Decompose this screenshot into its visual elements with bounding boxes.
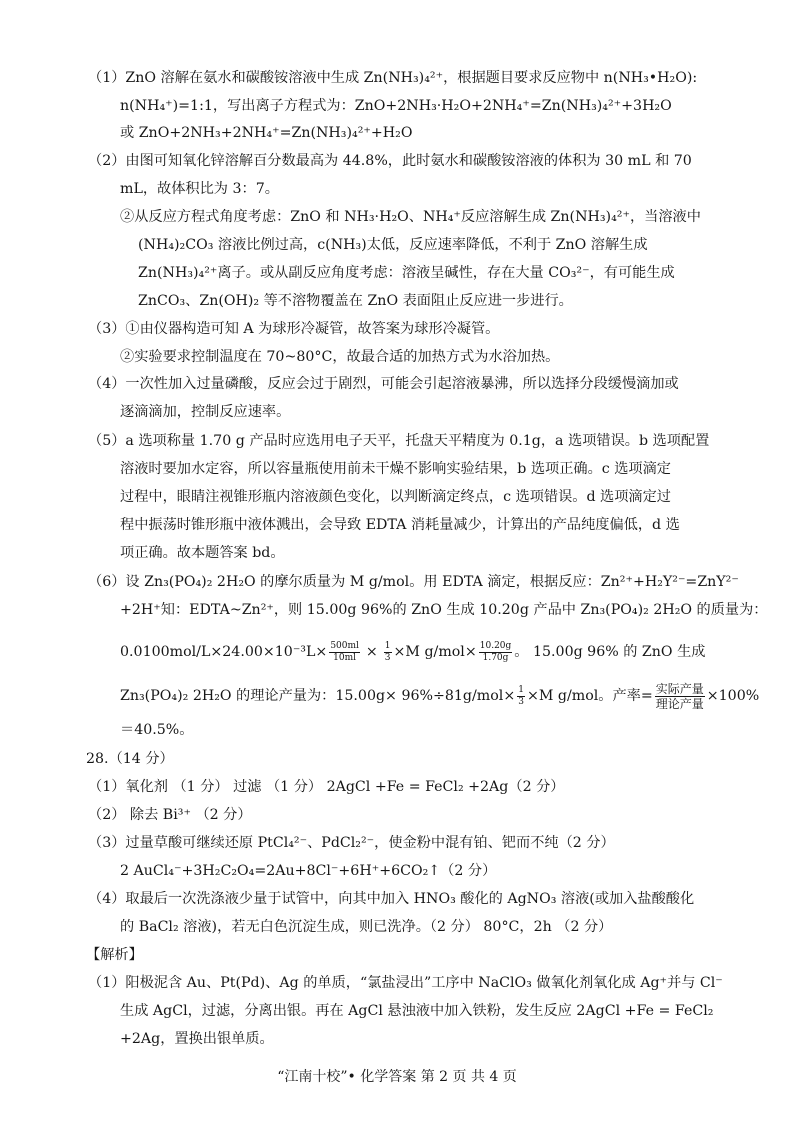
calc-middle: ×M g/mol× [393,644,477,660]
calc-line: 0.0100mol/L×24.00×10⁻³L× $\frac{500ml}{10ml}$ × $\frac{1}{3}$ ×M g/mol× $\frac{10.20g}{1.70g}$ 。 15.00g 96% 的 ZnO 生成 [120,636,705,668]
text-line: （6）设 Zn₃(PO₄)₂ 2H₂O 的摩尔质量为 M g/mol。用 EDTA 滴定，根据反应：Zn²⁺+H₂Y²⁻=ZnY²⁻ [88,574,739,590]
text-line: 2 AuCl₄⁻+3H₂C₂O₄=2Au+8Cl⁻+6H⁺+6CO₂↑（2 分） [120,863,497,879]
text-line: 项正确。故本题答案 bd。 [120,545,285,561]
yield-line [120,680,759,712]
fraction-numerator: 500ml [330,640,359,651]
question-heading: 28.（14 分） [86,751,174,767]
calc-suffix: 。 15.00g 96% 的 ZnO 生成 [514,644,706,660]
text-line: 溶液时要加水定容，所以容量瓶使用前未干燥不影响实验结果，b 选项正确。c 选项滴定 [120,461,671,477]
fraction-one-third [384,641,392,664]
text-line: （5）a 选项称量 1.70 g 产品时应选用电子天平，托盘天平精度为 0.1g，a 选项错误。b 选项配置 [88,433,710,449]
text-line: n(NH₄⁺)=1:1，写出离子方程式为：ZnO+2NH₃·H₂O+2NH₄⁺=Zn(NH₃)₄²⁺+3H₂O [120,98,672,114]
text-line: +2Ag，置换出银单质。 [120,1031,274,1047]
text-line: 或 ZnO+2NH₃+2NH₄⁺=Zn(NH₃)₄²⁺+H₂O [120,125,413,141]
fraction-volume [329,641,360,664]
page-footer: “江南十校”• 化学答案 第 2 页 共 4 页 [277,1069,517,1085]
fraction-one-third-b [517,685,525,708]
fraction-denominator: 3 [518,696,524,707]
text-line: （4）取最后一次洗涤液少量于试管中，向其中加入 HNO₃ 酸化的 AgNO₃ 溶液(或加入盐酸酸化 [88,891,695,907]
text-line: （1）氧化剂 （1 分） 过滤 （1 分） 2AgCl +Fe = FeCl₂ +2Ag（2 分） [88,779,565,795]
fraction-yield [655,682,705,711]
text-line: （4）一次性加入过量磷酸，反应会过于剧烈，可能会引起溶液暴沸，所以选择分段缓慢滴加或 [88,376,679,392]
text-line: ②实验要求控制温度在 70~80°C，故最合适的加热方式为水浴加热。 [120,349,560,365]
text-line: （2）由图可知氧化锌溶解百分数最高为 44.8%，此时氨水和碳酸铵溶液的体积为 30 mL 和 70 [88,153,692,169]
yield-suffix: ×100% [706,688,760,704]
calc-prefix: 0.0100mol/L×24.00×10⁻³L× [120,644,328,660]
fraction-numerator: 实际产量 [655,681,704,696]
yield-prefix: Zn₃(PO₄)₂ 2H₂O 的理论产量为：15.00g× 96%÷81g/mol× [120,688,516,704]
text-line: （2） 除去 Bi³⁺ （2 分） [88,807,252,823]
text-line: Zn(NH₃)₄²⁺离子。或从副反应角度考虑：溶液呈碱性，存在大量 CO₃²⁻，有可能生成 [138,265,675,281]
analysis-heading: 【解析】 [86,947,143,963]
text-line: 程中振荡时锥形瓶中液体溅出，会导致 EDTA 消耗量减少，计算出的产品纯度偏低，d 选 [120,517,680,533]
text-line: ZnCO₃、Zn(OH)₂ 等不溶物覆盖在 ZnO 表面阻止反应进一步进行。 [138,293,573,309]
text-line: （3）①由仪器构造可知 A 为球形冷凝管，故答案为球形冷凝管。 [88,321,500,337]
text-line: 过程中，眼睛注视锥形瓶内溶液颜色变化，以判断滴定终点，c 选项错误。d 选项滴定过 [120,489,671,505]
text-line: 的 BaCl₂ 溶液)，若无白色沉淀生成，则已洗净。（2 分） 80°C，2h （2 分） [120,919,613,935]
text-line: ②从反应方程式角度考虑：ZnO 和 NH₃·H₂O、NH₄⁺反应溶解生成 Zn(NH₃)₄²⁺，当溶液中 [120,209,701,225]
fraction-denominator: 理论产量 [655,696,704,711]
fraction-numerator: 1 [518,684,524,695]
text-line: +2H⁺知：EDTA~Zn²⁺，则 15.00g 96%的 ZnO 生成 10.20g 产品中 Zn₃(PO₄)₂ 2H₂O 的质量为： [120,602,768,618]
text-line: ＝40.5%。 [120,722,194,738]
yield-middle: ×M g/mol。产率= [526,688,653,704]
fraction-numerator: 1 [384,640,391,651]
text-line: （1）阳极泥含 Au、Pt(Pd)、Ag 的单质，“氯盐浸出”工序中 NaClO₃ 做氧化剂氧化成 Ag⁺并与 Cl⁻ [88,975,723,991]
fraction-denominator: 3 [384,652,391,663]
text-line: 生成 AgCl，过滤，分离出银。再在 AgCl 悬浊液中加入铁粉，发生反应 2AgCl +Fe = FeCl₂ [120,1003,714,1019]
text-line: (NH₄)₂CO₃ 溶液比例过高，c(NH₃)太低，反应速率降低，不利于 ZnO 溶解生成 [138,237,648,253]
fraction-denominator: 10ml [333,652,357,663]
fraction-numerator: 10.20g [479,640,512,651]
text-line: mL，故体积比为 3：7。 [120,181,279,197]
text-line: 逐滴滴加，控制反应速率。 [120,404,291,420]
fraction-mass [479,641,513,664]
fraction-denominator: 1.70g [482,652,509,663]
text-line: （1）ZnO 溶解在氨水和碳酸铵溶液中生成 Zn(NH₃)₄²⁺，根据题目要求反应物中 n(NH₃•H₂O): [88,70,698,86]
text-line: （3）过量草酸可继续还原 PtCl₄²⁻、PdCl₂²⁻，使金粉中混有铂、钯而不纯（2 分） [88,835,615,851]
